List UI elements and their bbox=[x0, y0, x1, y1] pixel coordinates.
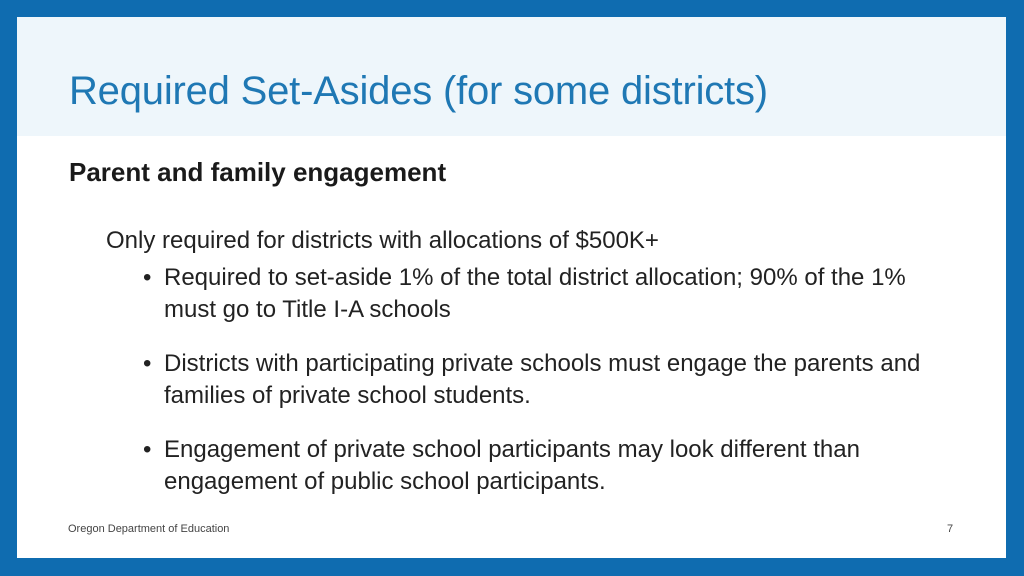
bullet-item bbox=[143, 262, 943, 326]
bullet-list bbox=[143, 262, 943, 520]
slide-title: Required Set-Asides (for some districts) bbox=[69, 69, 768, 113]
slide bbox=[17, 17, 1006, 558]
footer-organization: Oregon Department of Education bbox=[68, 523, 230, 535]
bullet-dot-icon: • bbox=[143, 350, 152, 377]
bullet-item bbox=[143, 348, 943, 412]
bullet-dot-icon: • bbox=[143, 436, 152, 463]
section-subheading: Parent and family engagement bbox=[69, 157, 447, 187]
bullet-item bbox=[143, 434, 943, 498]
bullet-text: Districts with participating private schools must engage the parents and families of private school students. bbox=[164, 350, 921, 409]
bullet-text: Engagement of private school participants may look different than engagement of public school participants. bbox=[164, 436, 860, 495]
page-number: 7 bbox=[947, 523, 954, 535]
intro-text: Only required for districts with allocations of $500K+ bbox=[106, 227, 659, 254]
bullet-text: Required to set-aside 1% of the total district allocation; 90% of the 1% must go to Title I-A schools bbox=[164, 264, 906, 323]
bullet-dot-icon: • bbox=[143, 264, 152, 291]
title-band bbox=[17, 17, 1006, 136]
